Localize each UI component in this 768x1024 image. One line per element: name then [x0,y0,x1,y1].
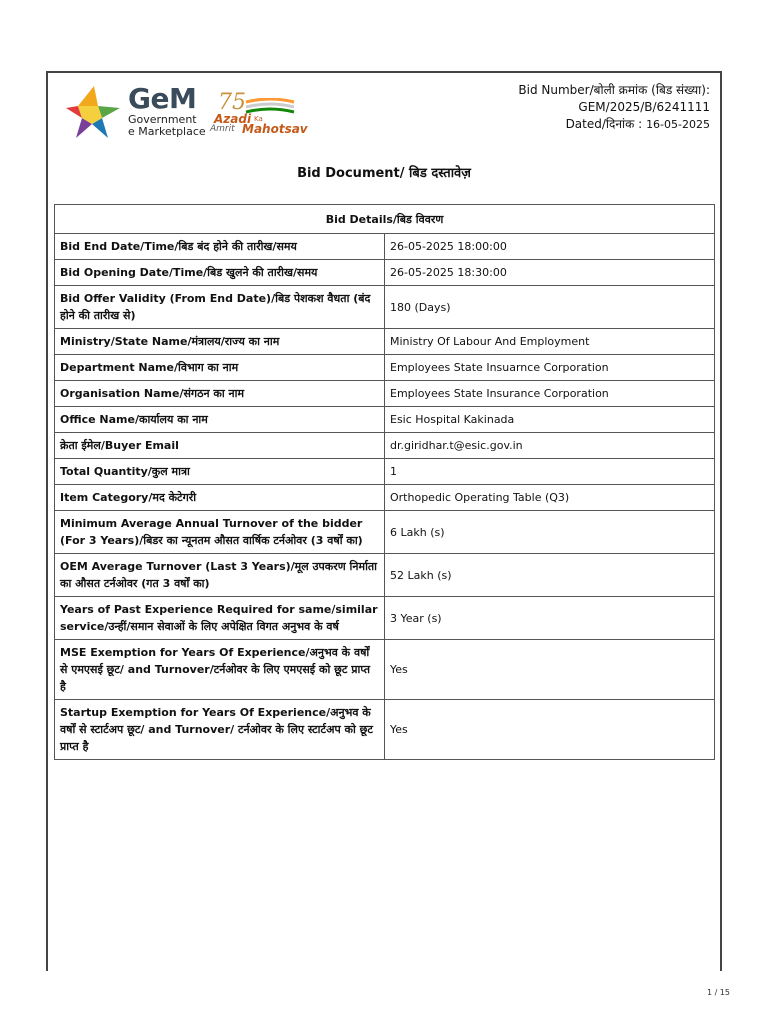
amrit-word: Amrit [210,124,235,134]
table-row [55,554,715,597]
row-key: OEM Average Turnover (Last 3 Years)/मूल उपकरण निर्माता का औसत टर्नओवर (गत 3 वर्षों का) [55,554,385,597]
bid-number-label: Bid Number/बोली क्रमांक (बिड संख्या): [518,83,710,97]
bid-meta [518,82,710,133]
document-title: Bid Document/ बिड दस्तावेज़ [297,166,471,181]
table-row [55,597,715,640]
dated-value: 16-05-2025 [646,118,710,131]
row-value: 26-05-2025 18:00:00 [385,234,715,260]
row-key: Bid Offer Validity (From End Date)/बिड पेशकश वैधता (बंद होने की तारीख से) [55,286,385,329]
row-key: Ministry/State Name/मंत्रालय/राज्य का नाम [55,329,385,355]
row-value: 3 Year (s) [385,597,715,640]
row-key: Department Name/विभाग का नाम [55,355,385,381]
bid-details-table [54,204,715,760]
gem-line1: Government [128,113,197,126]
row-value: Orthopedic Operating Table (Q3) [385,485,715,511]
table-row [55,511,715,554]
azadi-word: Azadi [214,112,252,126]
row-value: 180 (Days) [385,286,715,329]
row-value: 1 [385,459,715,485]
row-value: Ministry Of Labour And Employment [385,329,715,355]
row-value: 52 Lakh (s) [385,554,715,597]
table-row [55,286,715,329]
table-row [55,234,715,260]
row-key: Bid Opening Date/Time/बिड खुलने की तारीख/समय [55,260,385,286]
mahotsav-word: Mahotsav [242,122,308,136]
table-row [55,640,715,700]
table-row [55,433,715,459]
row-key: Total Quantity/कुल मात्रा [55,459,385,485]
gem-wordmark [128,84,206,138]
row-key: Startup Exemption for Years Of Experience/अनुभव के वर्षों से स्टार्टअप छूट/ and Turnover/ टर्नओवर के लिए स्टार्टअप को छूट प्राप्त है [55,700,385,760]
row-key: Item Category/मद केटेगरी [55,485,385,511]
row-value: Yes [385,700,715,760]
table-row [55,485,715,511]
row-key: Years of Past Experience Required for same/similar service/उन्हीं/समान सेवाओं के लिए अपेक्षित विगत अनुभव के वर्ष [55,597,385,640]
dated-label: Dated/दिनांक : [565,117,643,131]
azadi-ka-amrit-mahotsav-logo [210,90,308,140]
bid-number: GEM/2025/B/6241111 [578,100,710,114]
gem-brand: GeM [128,82,197,115]
row-value: 26-05-2025 18:30:00 [385,260,715,286]
row-key: Office Name/कार्यालय का नाम [55,407,385,433]
table-row [55,700,715,760]
row-value: Yes [385,640,715,700]
table-row [55,355,715,381]
table-header: Bid Details/बिड विवरण [55,205,715,234]
table-row [55,459,715,485]
bid-dated [518,116,710,133]
tricolour-flag-icon [244,98,296,114]
row-value: Employees State Insurance Corporation [385,381,715,407]
row-value: dr.giridhar.t@esic.gov.in [385,433,715,459]
table-row [55,260,715,286]
row-key: Organisation Name/संगठन का नाम [55,381,385,407]
row-key: Minimum Average Annual Turnover of the bidder (For 3 Years)/बिडर का न्यूनतम औसत वार्षिक टर्नओवर (3 वर्षों का) [55,511,385,554]
table-header-row [55,205,715,234]
gem-line2: e Marketplace [128,125,206,138]
row-value: Esic Hospital Kakinada [385,407,715,433]
row-value: Employees State Insuarnce Corporation [385,355,715,381]
row-value: 6 Lakh (s) [385,511,715,554]
row-key: Bid End Date/Time/बिड बंद होने की तारीख/समय [55,234,385,260]
row-key: MSE Exemption for Years Of Experience/अनुभव के वर्षों से एमएसई छूट/ and Turnover/टर्नओवर के लिए एमएसई को छूट प्राप्त है [55,640,385,700]
row-key: क्रेता ईमेल/Buyer Email [55,433,385,459]
page-number: 1 / 15 [706,988,730,997]
azadi-ka: Ka [254,115,263,123]
gem-star-icon [64,82,124,142]
gem-logo [64,82,308,144]
table-row [55,407,715,433]
table-row [55,381,715,407]
table-row [55,329,715,355]
azadi-75: 75 [218,90,246,115]
